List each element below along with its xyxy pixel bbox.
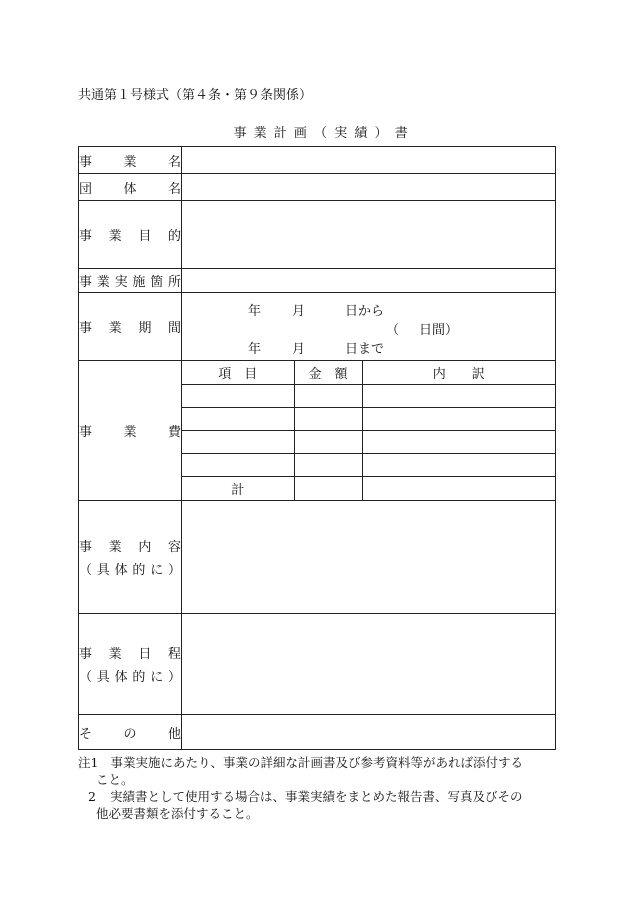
cost-row — [182, 407, 555, 430]
label-project-location — [79, 269, 182, 293]
period-end-day: 日まで — [345, 342, 385, 357]
cost-breakdown-field[interactable] — [362, 453, 555, 476]
label-project-cost — [79, 361, 182, 501]
label-char: 体 — [123, 181, 137, 197]
cost-total-breakdown-field[interactable] — [362, 476, 555, 500]
label-char: 程 — [167, 647, 181, 662]
label-text — [79, 559, 181, 578]
label-char: ） — [167, 563, 181, 578]
label-char: 業 — [123, 425, 137, 440]
label-char: 事 — [79, 275, 93, 290]
label-char: 的 — [167, 229, 181, 244]
label-text — [79, 421, 181, 440]
label-char: に — [150, 670, 164, 685]
period-start-day: 日から — [345, 304, 385, 319]
period-start-month: 月 — [292, 304, 306, 319]
document-title: 事業計画（実績）書 — [233, 126, 415, 141]
cost-breakdown-field[interactable] — [362, 384, 555, 407]
label-char: 事 — [79, 647, 93, 662]
period-days: 日間） — [419, 323, 459, 338]
period-end-year: 年 — [248, 342, 262, 357]
cost-header-item: 項 目 — [182, 361, 294, 384]
label-project-period — [79, 293, 182, 361]
label-char: 事 — [79, 229, 93, 244]
label-char: 業 — [123, 154, 137, 170]
label-char: 的 — [132, 670, 146, 685]
label-char: 的 — [132, 563, 146, 578]
cost-total-row — [182, 476, 555, 500]
label-char: 施 — [132, 275, 146, 290]
label-char: ） — [167, 670, 181, 685]
label-char: 事 — [79, 321, 93, 336]
organization-name-field[interactable] — [182, 174, 556, 201]
cost-breakdown-field[interactable] — [362, 407, 555, 430]
label-project-schedule — [79, 614, 182, 715]
label-text — [79, 643, 181, 662]
cost-header-breakdown: 内 訳 — [362, 361, 555, 384]
project-content-field[interactable] — [182, 501, 556, 614]
project-location-field[interactable] — [182, 269, 556, 293]
cost-breakdown-cell — [182, 361, 556, 501]
note-1-line-1: 注1 事業実施にあたり、事業の詳細な計画書及び参考資料等があれば添付する — [78, 755, 523, 770]
cost-item-field[interactable] — [182, 453, 294, 476]
cost-header-amount: 金 額 — [294, 361, 362, 384]
period-end-month: 月 — [292, 342, 306, 357]
label-text — [79, 271, 181, 290]
label-char: 業 — [108, 321, 122, 336]
form-reference: 共通第１号様式（第４条・第９条関係） — [78, 88, 313, 103]
note-2-line-1: 2 実績書として使用する場合は、事業実績をまとめた報告書、写真及びその — [88, 789, 523, 804]
label-char: 費 — [167, 425, 181, 440]
label-char: 他 — [167, 726, 181, 742]
label-text — [79, 666, 181, 685]
label-project-purpose — [79, 201, 182, 269]
label-text — [79, 536, 181, 555]
cost-amount-field[interactable] — [294, 453, 362, 476]
application-form-table — [78, 146, 556, 750]
cost-total-label: 計 — [182, 476, 294, 500]
label-char: 容 — [167, 540, 181, 555]
label-char: 事 — [79, 540, 93, 555]
cost-breakdown-table — [182, 361, 555, 500]
cost-row — [182, 384, 555, 407]
label-char: 実 — [114, 275, 128, 290]
label-text — [79, 151, 181, 170]
label-char: 間 — [167, 321, 181, 336]
label-char: （ — [79, 670, 93, 685]
label-char: 期 — [138, 321, 152, 336]
label-char: 事 — [79, 154, 93, 170]
period-paren-open: （ — [386, 323, 400, 338]
label-char: （ — [79, 563, 93, 578]
cost-item-field[interactable] — [182, 407, 294, 430]
label-char: 名 — [167, 154, 181, 170]
cost-item-field[interactable] — [182, 384, 294, 407]
cost-total-amount-field[interactable] — [294, 476, 362, 500]
label-other — [79, 715, 182, 750]
label-text — [79, 317, 181, 336]
label-project-name — [79, 147, 182, 174]
label-char: 具 — [96, 670, 110, 685]
label-char: 体 — [114, 670, 128, 685]
cost-row — [182, 430, 555, 453]
label-char: 業 — [108, 540, 122, 555]
other-field[interactable] — [182, 715, 556, 750]
note-1-line-2: こと。 — [96, 772, 134, 787]
project-schedule-field[interactable] — [182, 614, 556, 715]
label-project-content — [79, 501, 182, 614]
label-char: 目 — [138, 229, 152, 244]
period-start-year: 年 — [248, 304, 262, 319]
cost-amount-field[interactable] — [294, 430, 362, 453]
label-char: 所 — [167, 275, 181, 290]
notes — [78, 754, 556, 822]
label-char: 名 — [167, 181, 181, 197]
label-char: 内 — [138, 540, 152, 555]
label-char: 業 — [96, 275, 110, 290]
label-char: 具 — [96, 563, 110, 578]
cost-breakdown-field[interactable] — [362, 430, 555, 453]
project-purpose-field[interactable] — [182, 201, 556, 269]
label-char: に — [150, 563, 164, 578]
label-organization-name — [79, 174, 182, 201]
label-char: 業 — [108, 229, 122, 244]
label-text — [79, 178, 181, 197]
note-2-line-2: 他必要書類を添付すること。 — [96, 806, 259, 821]
label-text — [79, 723, 181, 742]
project-name-field[interactable] — [182, 147, 556, 174]
label-char: 箇 — [150, 275, 164, 290]
cost-amount-field[interactable] — [294, 384, 362, 407]
cost-item-field[interactable] — [182, 430, 294, 453]
label-char: 日 — [138, 647, 152, 662]
label-char: 団 — [79, 181, 93, 197]
label-char: そ — [79, 726, 93, 742]
label-char: 事 — [79, 425, 93, 440]
project-period-field[interactable] — [182, 293, 556, 361]
label-char: 業 — [108, 647, 122, 662]
label-char: の — [123, 726, 137, 742]
label-text — [79, 225, 181, 244]
cost-amount-field[interactable] — [294, 407, 362, 430]
label-char: 体 — [114, 563, 128, 578]
cost-row — [182, 453, 555, 476]
